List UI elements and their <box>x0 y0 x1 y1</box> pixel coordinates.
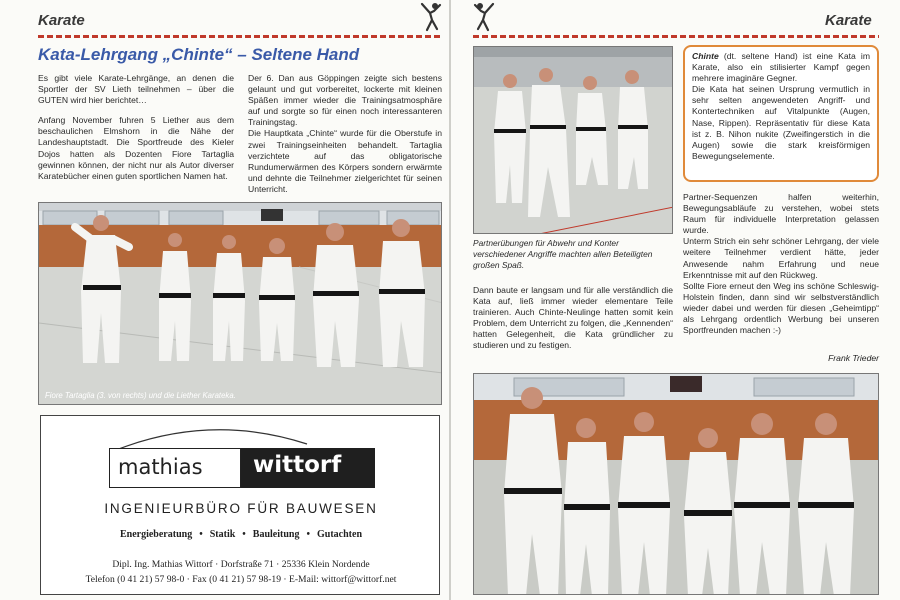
paragraph: Dann baute er langsam und für alle verständlich die Kata auf, ließ immer wieder elementare Teile trainieren. Auch Chinte-Neulinge hatten somit kein Problem, dem Unterricht zu folgen, die „Kennenden“ hatten Gelegenheit, die Kata gründlicher zu studieren und zu festigen. <box>473 285 673 351</box>
ad-first-name: mathias <box>109 448 241 488</box>
info-term: Chinte <box>692 51 719 61</box>
paragraph: Der 6. Dan aus Göppingen zeigte sich bestens gelaunt und gut vorbereitet, lockerte mit kleinen Späßen immer wieder die Trainingsatmosphäre auf und sorgte so für einen noch interessanteren Trainingstag. <box>248 73 442 128</box>
ad-separator: • <box>242 529 246 540</box>
text-column-2 <box>248 73 442 195</box>
paragraph: Sollte Fiore erneut den Weg ins schöne Schleswig-Holstein finden, dann sind wir selbstverständlich wieder dabei und werden für diesen „Geheimtipp“ als Lehrgang ordentlich Werbung bei unseren Sportfreunden machen :-) <box>683 280 879 336</box>
ad-logo <box>109 448 375 488</box>
paragraph: Es gibt viele Karate-Lehrgänge, an denen die Sportler der SV Lieth teilnehmen – über die GUTEN wird hier berichtet… <box>38 73 234 106</box>
section-label: Karate <box>38 12 85 29</box>
karate-figure-icon <box>418 2 444 32</box>
right-page <box>451 0 900 600</box>
photo-caption: Partnerübungen für Abwehr und Konter verschiedener Angriffe machten allen Beteiligten großen Spaß. <box>473 238 653 270</box>
decorative-rule <box>473 35 879 38</box>
paragraph: Die Hauptkata „Chinte“ wurde für die Oberstufe in zwei Trainingseinheiten behandelt. Tartaglia verzichtete auf das obligatorische Rundumerwärmen des Körpers sondern erwärmte und dehnte die Teilnehmer zielgerichtet für seinen Unterricht. <box>248 128 442 194</box>
ad-service: Bauleitung <box>252 529 300 540</box>
article-headline: Kata-Lehrgang „Chinte“ – Seltene Hand <box>38 45 360 64</box>
ad-contact: Telefon (0 41 21) 57 98-0 · Fax (0 41 21) 57 98-19 · E-Mail: wittorf@wittorf.net <box>85 574 397 585</box>
ad-last-name: wittorf <box>241 448 375 488</box>
author-signature: Frank Trieder <box>828 353 879 363</box>
ad-company: INGENIEURBÜRO FÜR BAUWESEN <box>104 501 378 516</box>
ad-service: Statik <box>209 529 236 540</box>
info-origin: Die Kata hat seinen Ursprung vermutlich in sehr selten angewendeten Angriff- und Kontertechniken auf Vitalpunkte (Augen, Nase, Rippen). Repräsentativ für diese Kata ist z. B. Nihon nukite (Zweifingerstich in die Augen) sowie die stark kreisförmigen Bewegungselemente. <box>692 84 870 161</box>
advertisement <box>40 415 440 595</box>
decorative-rule <box>38 35 442 38</box>
ad-separator: • <box>306 529 310 540</box>
karate-figure-icon <box>471 2 497 32</box>
text-column-1 <box>473 285 673 352</box>
info-box-chinte <box>683 45 879 182</box>
ad-separator: • <box>199 529 203 540</box>
section-label: Karate <box>825 12 872 29</box>
info-definition: (dt. seltene Hand) ist eine Kata im Karate, also ein stilisierter Kampf gegen mehrere imaginäre Gegner. <box>692 51 870 84</box>
text-column-1 <box>38 73 234 182</box>
left-page <box>0 0 449 600</box>
text-column-2 <box>683 192 879 336</box>
ad-services <box>41 529 441 540</box>
ad-service: Energieberatung <box>119 529 193 540</box>
ad-service: Gutachten <box>317 529 362 540</box>
participants-photo <box>473 373 879 595</box>
partner-exercise-photo <box>473 46 673 234</box>
ad-address: Dipl. Ing. Mathias Wittorf · Dorfstraße 71 · 25336 Klein Nordende <box>112 559 370 570</box>
paragraph: Partner-Sequenzen halfen weiterhin, Bewegungsabläufe zu verstehen, wobei stets Raum für individuelle Interpretation gelassen wurde. <box>683 192 879 236</box>
paragraph: Anfang November fuhren 5 Liether aus dem beschaulichen Elmshorn in die Nähe der Landeshauptstadt. Die Sportfreude des Kieler Dojos hatten als Dozenten Fiore Tartaglia gewinnen können, der nicht nur als Autor diverser Karatebücher einen guten sportlichen Namen hat. <box>38 115 234 181</box>
paragraph: Unterm Strich ein sehr schöner Lehrgang, der viele weitere Teilnehmer verdient hätte, jeder Anwesende nahm Erfahrung und neue Erkenntnisse mit auf den Rückweg. <box>683 236 879 280</box>
photo-caption: Fiore Tartaglia (3. von rechts) und die Liether Karateka. <box>45 391 236 400</box>
group-photo <box>38 202 442 405</box>
